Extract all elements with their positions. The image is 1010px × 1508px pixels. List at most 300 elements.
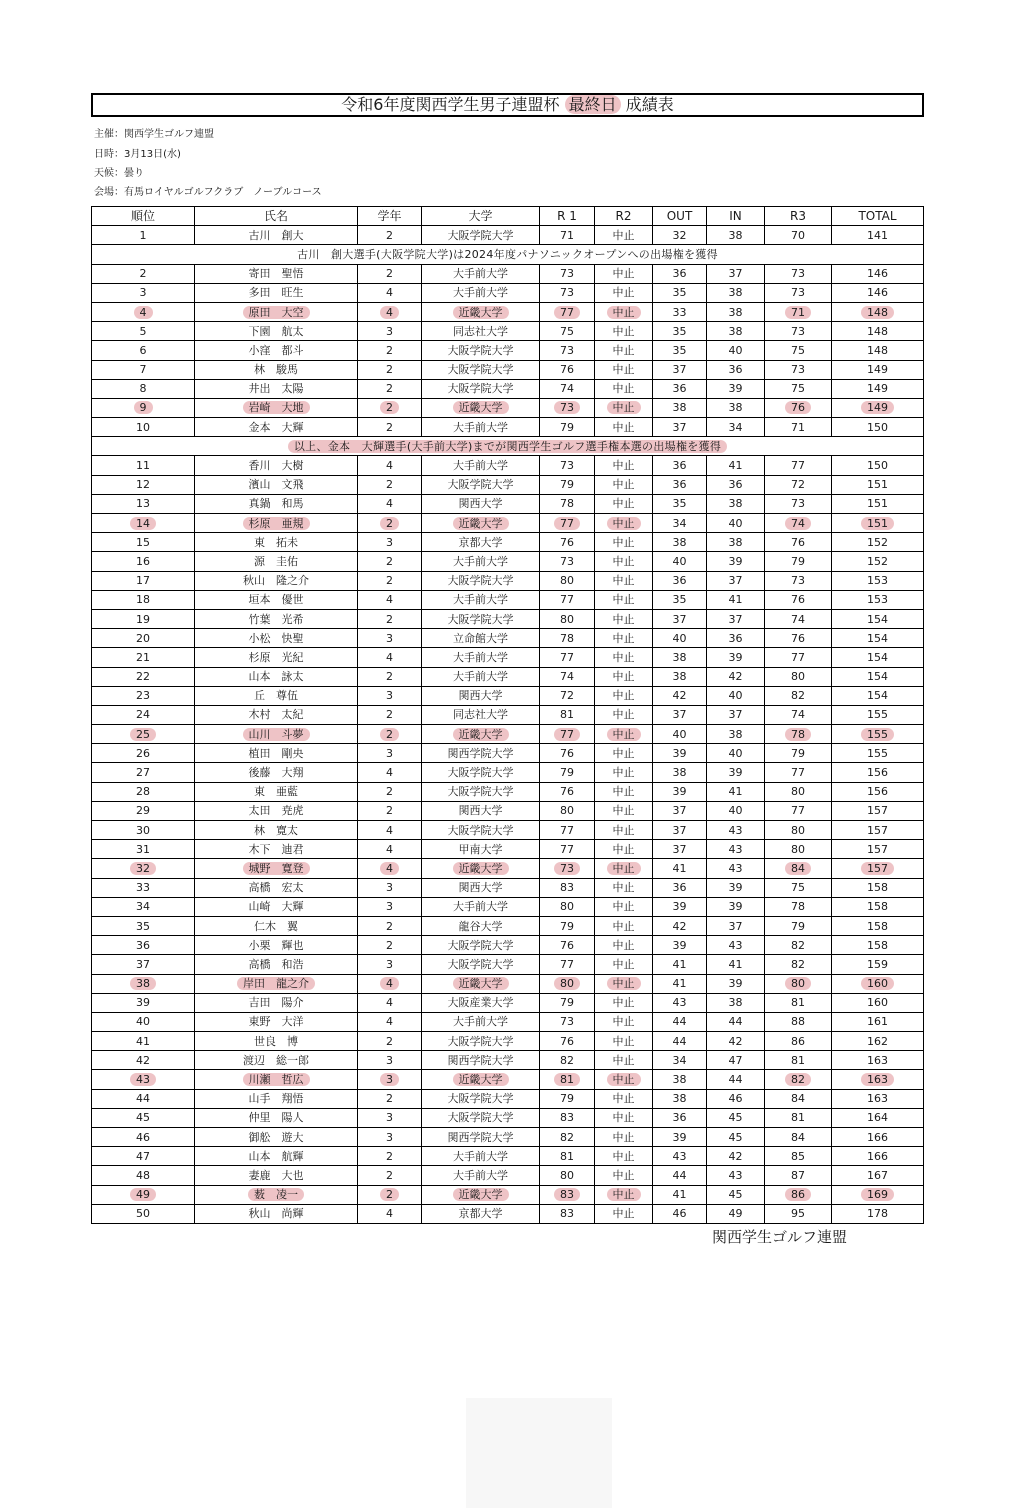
cell-r1	[540, 475, 595, 494]
cell-in-text: 44	[728, 1073, 743, 1087]
cell-r3-text: 76	[791, 535, 805, 549]
cell-grade	[358, 974, 422, 993]
cell-r2-text: 中止	[612, 957, 635, 971]
cell-in	[707, 974, 765, 993]
cell-r3-text: 73	[791, 267, 805, 281]
cell-name	[195, 1012, 358, 1031]
cell-univ-text: 立命館大学	[453, 631, 508, 645]
table-row	[92, 418, 924, 437]
cell-out-text: 35	[672, 324, 687, 338]
cell-univ	[422, 859, 540, 878]
cell-r1-text: 72	[560, 689, 574, 703]
cell-grade	[358, 264, 422, 283]
cell-out-text: 40	[672, 727, 687, 741]
cell-r3	[765, 1128, 832, 1147]
cell-r1-text: 80	[560, 612, 574, 626]
cell-in	[707, 302, 765, 321]
cell-in-text: 38	[728, 286, 743, 300]
info-venue: 会場：有馬ロイヤルゴルフクラブ ノーブルコース	[94, 187, 322, 198]
cell-grade-text: 2	[386, 382, 393, 396]
col-header-name: 氏名	[195, 207, 358, 226]
cell-grade-text: 3	[386, 881, 393, 895]
cell-in	[707, 744, 765, 763]
cell-univ-text: 同志社大学	[453, 708, 508, 722]
cell-r3	[765, 494, 832, 513]
cell-in	[707, 1128, 765, 1147]
cell-in-text: 47	[728, 1053, 743, 1067]
cell-univ	[422, 456, 540, 475]
cell-out-text: 38	[672, 670, 687, 684]
cell-univ-text: 関西大学	[458, 881, 503, 895]
cell-in	[707, 360, 765, 379]
note-cell	[92, 245, 924, 264]
cell-grade-text: 4	[380, 862, 399, 875]
cell-in	[707, 1108, 765, 1127]
table-row	[92, 686, 924, 705]
cell-r2	[595, 590, 653, 609]
cell-r2-text: 中止	[607, 728, 641, 741]
cell-in-text: 39	[728, 766, 743, 780]
cell-r3	[765, 302, 832, 321]
cell-total-text: 149	[867, 382, 888, 396]
cell-rank-text: 11	[136, 459, 150, 473]
cell-name-text: 多田 旺生	[248, 286, 304, 300]
cell-r1-text: 81	[554, 1073, 580, 1086]
cell-r3-text: 76	[785, 401, 811, 414]
cell-out-text: 36	[672, 881, 687, 895]
cell-name-text: 後藤 大翔	[248, 766, 304, 780]
cell-total-text: 150	[867, 420, 888, 434]
cell-r1	[540, 360, 595, 379]
cell-total	[832, 1032, 924, 1051]
cell-rank	[92, 533, 195, 552]
cell-out-text: 36	[672, 1111, 687, 1125]
cell-grade	[358, 1089, 422, 1108]
cell-grade	[358, 590, 422, 609]
cell-r3-text: 82	[791, 938, 805, 952]
cell-name	[195, 379, 358, 398]
cell-r2	[595, 264, 653, 283]
cell-univ-text: 大手前大学	[453, 900, 508, 914]
cell-out	[653, 552, 707, 571]
col-header-total: TOTAL	[832, 207, 924, 226]
cell-r3-text: 80	[785, 977, 811, 990]
cell-rank	[92, 878, 195, 897]
table-row	[92, 936, 924, 955]
cell-rank	[92, 1070, 195, 1089]
cell-univ	[422, 763, 540, 782]
cell-out	[653, 1128, 707, 1147]
cell-rank-text: 21	[136, 650, 150, 664]
cell-name-text: 太田 尭虎	[248, 804, 304, 818]
cell-name-text: 丘 尊伍	[254, 689, 298, 703]
cell-out	[653, 1108, 707, 1127]
cell-univ-text: 大手前大学	[453, 459, 508, 473]
cell-r2-text: 中止	[607, 862, 641, 875]
cell-univ-text: 大阪学院大学	[447, 823, 514, 837]
cell-grade-text: 2	[386, 343, 393, 357]
cell-r3	[765, 936, 832, 955]
table-row	[92, 226, 924, 245]
cell-out-text: 39	[672, 746, 687, 760]
cell-total-text: 155	[867, 746, 888, 760]
cell-total-text: 161	[867, 1015, 888, 1029]
cell-grade	[358, 475, 422, 494]
cell-in	[707, 955, 765, 974]
cell-univ-text: 大阪学院大学	[447, 938, 514, 952]
cell-rank-text: 47	[136, 1149, 150, 1163]
cell-grade	[358, 1204, 422, 1223]
info-organizer: 主催：関西学生ゴルフ連盟	[94, 129, 214, 140]
cell-r1-text: 83	[560, 1111, 574, 1125]
cell-total	[832, 609, 924, 628]
cell-in	[707, 916, 765, 935]
cell-r3-text: 80	[791, 842, 805, 856]
table-row	[92, 533, 924, 552]
cell-rank-text: 15	[136, 535, 150, 549]
cell-name	[195, 264, 358, 283]
cell-in-text: 40	[728, 746, 743, 760]
cell-name-text: 妻鹿 大也	[248, 1168, 304, 1182]
table-row	[92, 322, 924, 341]
cell-univ	[422, 878, 540, 897]
cell-grade	[358, 571, 422, 590]
cell-in-text: 38	[728, 535, 743, 549]
cell-r1-text: 73	[554, 401, 580, 414]
cell-r2-text: 中止	[612, 535, 635, 549]
cell-total-text: 163	[867, 1092, 888, 1106]
cell-grade	[358, 878, 422, 897]
cell-rank	[92, 283, 195, 302]
cell-rank	[92, 840, 195, 859]
cell-name	[195, 821, 358, 840]
cell-rank-text: 44	[136, 1092, 150, 1106]
cell-r2-text: 中止	[612, 670, 635, 684]
cell-r1	[540, 398, 595, 417]
cell-in-text: 42	[728, 1034, 743, 1048]
cell-rank-text: 2	[139, 267, 147, 281]
cell-grade	[358, 1147, 422, 1166]
table-row	[92, 705, 924, 724]
cell-name	[195, 1108, 358, 1127]
cell-r1-text: 77	[560, 957, 574, 971]
cell-r2-text: 中止	[612, 267, 635, 281]
cell-univ	[422, 283, 540, 302]
cell-grade	[358, 456, 422, 475]
cell-total	[832, 897, 924, 916]
col-header-out: OUT	[653, 207, 707, 226]
cell-r3-text: 74	[791, 612, 805, 626]
cell-r2	[595, 360, 653, 379]
cell-r3	[765, 859, 832, 878]
cell-in-text: 37	[728, 612, 743, 626]
cell-r1	[540, 533, 595, 552]
cell-grade	[358, 418, 422, 437]
cell-r2	[595, 341, 653, 360]
cell-rank	[92, 456, 195, 475]
cell-in-text: 43	[728, 823, 743, 837]
cell-name-text: 木村 太紀	[248, 708, 304, 722]
cell-name	[195, 322, 358, 341]
cell-in-text: 42	[728, 670, 743, 684]
cell-name	[195, 744, 358, 763]
cell-r1	[540, 1051, 595, 1070]
cell-name-text: 小栗 輝也	[248, 938, 304, 952]
cell-total	[832, 936, 924, 955]
cell-univ-text: 関西学院大学	[447, 1130, 514, 1144]
cell-in	[707, 1147, 765, 1166]
table-row	[92, 1185, 924, 1204]
cell-rank-text: 9	[134, 401, 153, 414]
table-row	[92, 725, 924, 744]
cell-r3	[765, 609, 832, 628]
cell-univ-text: 関西大学	[458, 804, 503, 818]
cell-r1-text: 73	[560, 267, 574, 281]
cell-out-text: 38	[672, 1092, 687, 1106]
cell-in	[707, 552, 765, 571]
cell-name-text: 林 寛太	[254, 823, 298, 837]
cell-total	[832, 552, 924, 571]
cell-r2-text: 中止	[607, 1188, 641, 1201]
cell-name-text: 小松 快聖	[248, 631, 304, 645]
cell-r1-text: 82	[560, 1053, 574, 1067]
cell-total-text: 154	[867, 612, 888, 626]
cell-rank-text: 42	[136, 1053, 150, 1067]
cell-total	[832, 840, 924, 859]
cell-univ	[422, 533, 540, 552]
cell-univ	[422, 840, 540, 859]
cell-in-text: 36	[728, 363, 743, 377]
cell-name-text: 仁木 翼	[254, 919, 298, 933]
cell-grade-text: 4	[386, 650, 393, 664]
cell-rank	[92, 1128, 195, 1147]
table-row	[92, 1204, 924, 1223]
cell-grade-text: 4	[386, 459, 393, 473]
cell-r3-text: 79	[791, 919, 805, 933]
cell-out	[653, 1070, 707, 1089]
cell-r2-text: 中止	[612, 1111, 635, 1125]
cell-total	[832, 226, 924, 245]
cell-r1	[540, 1012, 595, 1031]
cell-out	[653, 360, 707, 379]
cell-out-text: 42	[672, 689, 687, 703]
cell-total-text: 152	[867, 554, 888, 568]
cell-univ-text: 近畿大学	[453, 401, 509, 414]
header-row	[92, 207, 924, 226]
table-row	[92, 475, 924, 494]
cell-grade	[358, 897, 422, 916]
cell-univ	[422, 360, 540, 379]
cell-out-text: 42	[672, 919, 687, 933]
cell-r1-text: 76	[560, 363, 574, 377]
table-row	[92, 1051, 924, 1070]
cell-r2-text: 中止	[612, 382, 635, 396]
cell-grade	[358, 226, 422, 245]
cell-r2	[595, 456, 653, 475]
cell-rank	[92, 418, 195, 437]
cell-total-text: 167	[867, 1168, 888, 1182]
cell-in-text: 39	[728, 881, 743, 895]
cell-in-text: 39	[728, 554, 743, 568]
cell-out-text: 38	[672, 535, 687, 549]
cell-r3-text: 72	[791, 478, 805, 492]
cell-name-text: 岩崎 大地	[243, 401, 310, 414]
cell-r3	[765, 552, 832, 571]
cell-r1	[540, 840, 595, 859]
cell-in	[707, 878, 765, 897]
cell-total	[832, 955, 924, 974]
watermark	[466, 1398, 612, 1508]
cell-name-text: 東 亜藍	[254, 785, 298, 799]
cell-r3	[765, 744, 832, 763]
cell-rank-text: 23	[136, 689, 150, 703]
cell-out	[653, 1012, 707, 1031]
cell-in	[707, 1089, 765, 1108]
cell-total	[832, 398, 924, 417]
cell-total-text: 149	[861, 401, 894, 414]
cell-grade-text: 2	[386, 670, 393, 684]
cell-name-text: 林 駿馬	[254, 363, 298, 377]
cell-grade-text: 2	[380, 517, 399, 530]
cell-out-text: 41	[672, 1188, 687, 1202]
cell-r3-text: 84	[785, 862, 811, 875]
cell-univ-text: 近畿大学	[453, 977, 509, 990]
cell-r1	[540, 916, 595, 935]
cell-grade-text: 2	[386, 1034, 393, 1048]
col-header-r2: R2	[595, 207, 653, 226]
cell-r1	[540, 322, 595, 341]
cell-r3-text: 75	[791, 881, 805, 895]
cell-rank-text: 27	[136, 766, 150, 780]
cell-grade-text: 3	[386, 324, 393, 338]
cell-univ	[422, 322, 540, 341]
cell-r1-text: 73	[560, 343, 574, 357]
cell-rank	[92, 302, 195, 321]
cell-r1-text: 73	[560, 459, 574, 473]
cell-r2-text: 中止	[612, 324, 635, 338]
cell-univ	[422, 1147, 540, 1166]
cell-r2-text: 中止	[612, 459, 635, 473]
cell-r3	[765, 283, 832, 302]
cell-in	[707, 1185, 765, 1204]
cell-rank-text: 32	[130, 862, 156, 875]
table-row	[92, 955, 924, 974]
cell-r1-text: 77	[560, 650, 574, 664]
cell-r3	[765, 1185, 832, 1204]
table-row	[92, 514, 924, 533]
cell-rank-text: 39	[136, 996, 150, 1010]
cell-out	[653, 1166, 707, 1185]
cell-name	[195, 1204, 358, 1223]
cell-name	[195, 571, 358, 590]
cell-r3	[765, 897, 832, 916]
cell-r2	[595, 1070, 653, 1089]
cell-r3	[765, 1089, 832, 1108]
cell-r2	[595, 648, 653, 667]
cell-rank-text: 28	[136, 785, 150, 799]
cell-rank-text: 8	[139, 382, 147, 396]
cell-out	[653, 283, 707, 302]
cell-r3	[765, 514, 832, 533]
cell-grade-text: 2	[386, 708, 393, 722]
cell-grade-text: 3	[386, 900, 393, 914]
cell-r3-text: 84	[791, 1130, 805, 1144]
cell-in-text: 43	[728, 938, 743, 952]
cell-name	[195, 859, 358, 878]
cell-grade	[358, 533, 422, 552]
cell-rank-text: 34	[136, 900, 150, 914]
cell-r2-text: 中止	[612, 823, 635, 837]
cell-grade	[358, 1128, 422, 1147]
table-row	[92, 302, 924, 321]
cell-in-text: 40	[728, 343, 743, 357]
cell-r3	[765, 571, 832, 590]
cell-univ	[422, 1204, 540, 1223]
cell-r3	[765, 974, 832, 993]
cell-total	[832, 686, 924, 705]
cell-r3-text: 81	[791, 996, 805, 1010]
cell-in	[707, 686, 765, 705]
cell-rank-text: 45	[136, 1111, 150, 1125]
cell-r2	[595, 283, 653, 302]
cell-r3-text: 80	[791, 823, 805, 837]
cell-name-text: 秋山 隆之介	[243, 574, 309, 588]
cell-out	[653, 897, 707, 916]
cell-r3	[765, 1070, 832, 1089]
cell-name	[195, 1089, 358, 1108]
cell-total	[832, 571, 924, 590]
cell-univ	[422, 782, 540, 801]
cell-in-text: 45	[728, 1188, 743, 1202]
cell-univ-text: 近畿大学	[453, 1188, 509, 1201]
cell-grade	[358, 514, 422, 533]
cell-r1	[540, 667, 595, 686]
cell-univ	[422, 1012, 540, 1031]
cell-name-text: 杉原 光紀	[248, 650, 304, 664]
cell-total	[832, 1166, 924, 1185]
cell-rank-text: 1	[139, 228, 147, 242]
cell-grade	[358, 629, 422, 648]
cell-in	[707, 475, 765, 494]
table-row	[92, 782, 924, 801]
cell-name-text: 木下 迪君	[248, 842, 304, 856]
cell-out	[653, 763, 707, 782]
cell-r3-text: 79	[791, 746, 805, 760]
cell-r1-text: 76	[560, 535, 574, 549]
cell-rank	[92, 782, 195, 801]
cell-univ	[422, 552, 540, 571]
cell-in-text: 42	[728, 1149, 743, 1163]
cell-grade-text: 2	[386, 228, 393, 242]
cell-r1	[540, 763, 595, 782]
cell-r2-text: 中止	[612, 1053, 635, 1067]
cell-total	[832, 1108, 924, 1127]
cell-univ-text: 京都大学	[458, 1207, 503, 1221]
table-row	[92, 744, 924, 763]
cell-name-text: 山手 翔悟	[248, 1092, 304, 1106]
cell-r2	[595, 744, 653, 763]
cell-rank	[92, 916, 195, 935]
cell-in-text: 43	[728, 842, 743, 856]
cell-in-text: 45	[728, 1130, 743, 1144]
cell-out	[653, 494, 707, 513]
cell-rank	[92, 494, 195, 513]
cell-total	[832, 782, 924, 801]
cell-rank-text: 25	[130, 728, 156, 741]
cell-r1-text: 76	[560, 1034, 574, 1048]
cell-r3	[765, 418, 832, 437]
cell-grade	[358, 840, 422, 859]
